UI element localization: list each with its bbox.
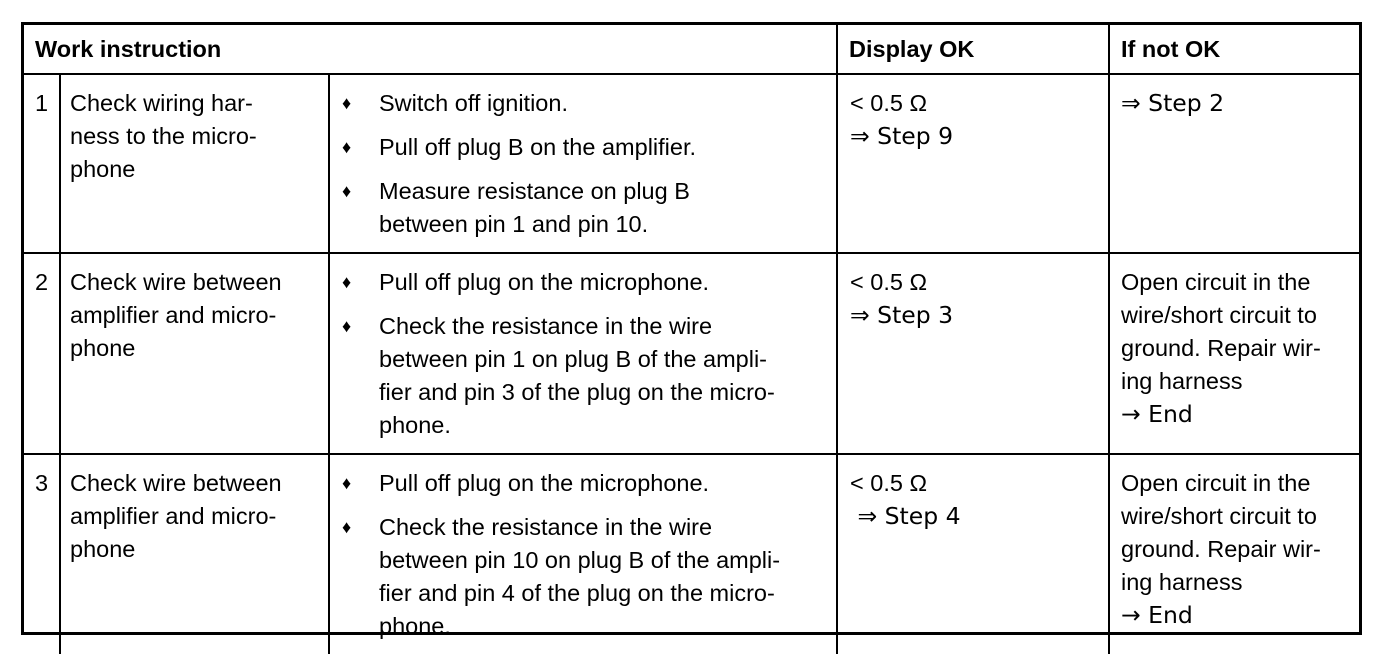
action-text xyxy=(379,266,709,299)
display-ok-cell xyxy=(837,253,1109,454)
step-actions xyxy=(329,74,837,253)
not-ok-text-line: wire/short circuit to xyxy=(1121,503,1317,529)
action-line: fier and pin 4 of the plug on the micro- xyxy=(379,580,775,606)
work-instruction-table-frame xyxy=(21,22,1362,639)
not-ok-text-line: ing harness xyxy=(1121,569,1243,595)
step-title xyxy=(60,253,329,454)
step-title-line: Check wiring har- xyxy=(70,90,253,116)
if-not-ok-cell xyxy=(1109,74,1359,253)
step-number: 3 xyxy=(24,454,60,654)
diamond-bullet-icon: ♦ xyxy=(342,181,352,201)
header-display-ok: Display OK xyxy=(837,25,1109,74)
diamond-bullet-icon: ♦ xyxy=(342,316,352,336)
action-line: Pull off plug B on the amplifier. xyxy=(379,134,697,160)
action-text xyxy=(379,310,775,442)
list-item xyxy=(342,131,828,164)
ok-next-step: ⇒ Step 3 xyxy=(850,301,954,329)
diamond-bullet-icon: ♦ xyxy=(342,137,352,157)
action-line: phone. xyxy=(379,613,451,639)
action-line: between pin 1 and pin 10. xyxy=(379,211,649,237)
diamond-bullet-icon: ♦ xyxy=(342,272,352,292)
table-row xyxy=(24,253,1359,454)
action-text xyxy=(379,511,780,643)
step-number: 2 xyxy=(24,253,60,454)
action-line: Check the resistance in the wire xyxy=(379,313,713,339)
action-text xyxy=(379,131,696,164)
ok-next-step: ⇒ Step 9 xyxy=(850,122,954,150)
header-if-not-ok: If not OK xyxy=(1109,25,1359,74)
not-ok-next-step: → End xyxy=(1121,400,1193,428)
if-not-ok-cell xyxy=(1109,253,1359,454)
action-line: Switch off ignition. xyxy=(379,90,568,116)
display-ok-cell xyxy=(837,74,1109,253)
measurement-threshold: < 0.5 Ω xyxy=(850,470,928,496)
not-ok-text-line: wire/short circuit to xyxy=(1121,302,1317,328)
step-title-line: phone xyxy=(70,335,136,361)
action-text xyxy=(379,87,568,120)
step-title-line: Check wire between xyxy=(70,269,282,295)
action-text xyxy=(379,175,690,241)
action-line: Pull off plug on the microphone. xyxy=(379,269,710,295)
diamond-bullet-icon: ♦ xyxy=(342,93,352,113)
table-row xyxy=(24,74,1359,253)
list-item xyxy=(342,467,828,500)
step-actions xyxy=(329,454,837,654)
display-ok-cell xyxy=(837,454,1109,654)
action-line: fier and pin 3 of the plug on the micro- xyxy=(379,379,775,405)
list-item xyxy=(342,266,828,299)
action-line: Pull off plug on the microphone. xyxy=(379,470,710,496)
not-ok-text-line: ground. Repair wir- xyxy=(1121,536,1321,562)
step-number: 1 xyxy=(24,74,60,253)
measurement-threshold: < 0.5 Ω xyxy=(850,269,928,295)
step-title-line: phone xyxy=(70,156,136,182)
action-line: between pin 10 on plug B of the ampli- xyxy=(379,547,781,573)
not-ok-text-line: Open circuit in the xyxy=(1121,269,1311,295)
header-work-instruction: Work instruction xyxy=(24,25,837,74)
step-title-line: amplifier and micro- xyxy=(70,503,277,529)
action-line: between pin 1 on plug B of the ampli- xyxy=(379,346,768,372)
work-instruction-table xyxy=(24,25,1359,654)
list-item xyxy=(342,310,828,442)
step-actions xyxy=(329,253,837,454)
not-ok-next-step: ⇒ Step 2 xyxy=(1121,89,1225,117)
header-row xyxy=(24,25,1359,74)
not-ok-text-line: ground. Repair wir- xyxy=(1121,335,1321,361)
not-ok-text-line: Open circuit in the xyxy=(1121,470,1311,496)
not-ok-next-step: → End xyxy=(1121,601,1193,629)
step-title-line: phone xyxy=(70,536,136,562)
action-line: Measure resistance on plug B xyxy=(379,178,690,204)
table-row xyxy=(24,454,1359,654)
action-text xyxy=(379,467,709,500)
action-line: Check the resistance in the wire xyxy=(379,514,713,540)
not-ok-text-line: ing harness xyxy=(1121,368,1243,394)
if-not-ok-cell xyxy=(1109,454,1359,654)
list-item xyxy=(342,175,828,241)
measurement-threshold: < 0.5 Ω xyxy=(850,90,928,116)
diamond-bullet-icon: ♦ xyxy=(342,517,352,537)
step-title-line: Check wire between xyxy=(70,470,282,496)
list-item xyxy=(342,511,828,643)
list-item xyxy=(342,87,828,120)
step-title xyxy=(60,454,329,654)
step-title xyxy=(60,74,329,253)
ok-next-step: ⇒ Step 4 xyxy=(850,502,961,530)
diamond-bullet-icon: ♦ xyxy=(342,473,352,493)
action-line: phone. xyxy=(379,412,451,438)
step-title-line: amplifier and micro- xyxy=(70,302,277,328)
step-title-line: ness to the micro- xyxy=(70,123,257,149)
